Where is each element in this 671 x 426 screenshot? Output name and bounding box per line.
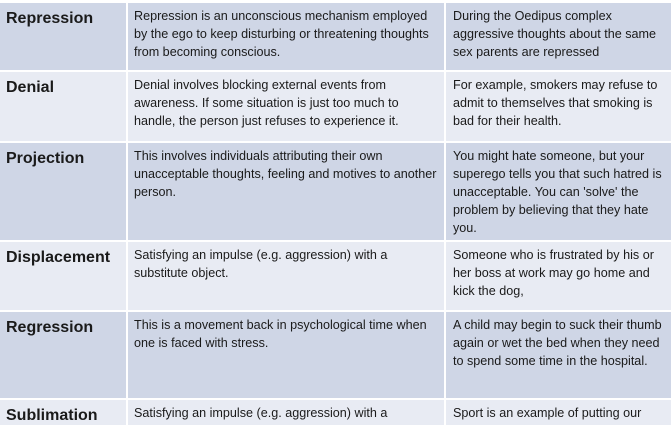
term-cell: Displacement <box>0 242 126 310</box>
table-row-regression <box>0 312 671 398</box>
term-cell: Denial <box>0 72 126 141</box>
example-cell: Sport is an example of putting our <box>446 400 671 425</box>
description-cell: Satisfying an impulse (e.g. aggression) with a substitute object. <box>128 242 444 310</box>
example-cell: During the Oedipus complex aggressive thoughts about the same sex parents are repressed <box>446 3 671 70</box>
table-row-sublimation <box>0 400 671 425</box>
term-cell: Projection <box>0 143 126 240</box>
table-row-denial <box>0 72 671 141</box>
term-cell: Sublimation <box>0 400 126 425</box>
example-cell: You might hate someone, but your superego tells you that such hatred is unacceptable. You can 'solve' the problem by believing that they hate you. <box>446 143 671 240</box>
description-cell: Repression is an unconscious mechanism employed by the ego to keep disturbing or threatening thoughts from becoming conscious. <box>128 3 444 70</box>
table-row-repression <box>0 3 671 70</box>
term-cell: Repression <box>0 3 126 70</box>
term-cell: Regression <box>0 312 126 398</box>
description-cell: This involves individuals attributing their own unacceptable thoughts, feeling and motives to another person. <box>128 143 444 240</box>
table-row-displacement <box>0 242 671 310</box>
example-cell: Someone who is frustrated by his or her boss at work may go home and kick the dog, <box>446 242 671 310</box>
table-row-projection <box>0 143 671 240</box>
example-cell: A child may begin to suck their thumb again or wet the bed when they need to spend some time in the hospital. <box>446 312 671 398</box>
description-cell: Denial involves blocking external events from awareness. If some situation is just too much to handle, the person just refuses to experience it. <box>128 72 444 141</box>
description-cell: This is a movement back in psychological time when one is faced with stress. <box>128 312 444 398</box>
description-cell: Satisfying an impulse (e.g. aggression) with a <box>128 400 444 425</box>
example-cell: For example, smokers may refuse to admit to themselves that smoking is bad for their health. <box>446 72 671 141</box>
